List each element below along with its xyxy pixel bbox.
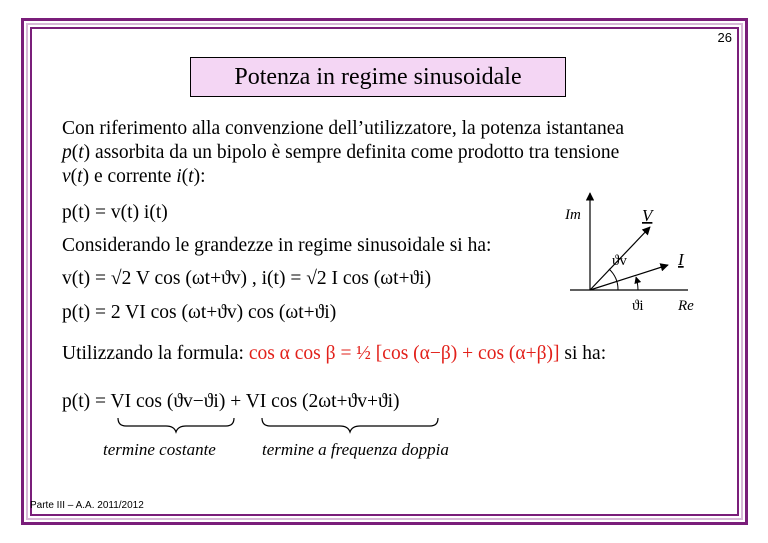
theta-v-arc bbox=[609, 269, 618, 290]
intro-line-1: Con riferimento alla convenzione dell’utilizzatore, la potenza istantanea bbox=[62, 118, 625, 139]
theta-i-arc bbox=[636, 277, 638, 290]
i-label: I bbox=[678, 250, 684, 269]
intro-line-2: p(t) assorbita da un bipolo è sempre definita come prodotto tra tensione bbox=[62, 142, 620, 163]
v-label: V bbox=[642, 206, 653, 225]
brace-constant-term bbox=[118, 418, 234, 432]
label-double-frequency-term: termine a frequenza doppia bbox=[262, 440, 449, 459]
phasor-diagram bbox=[560, 185, 710, 325]
re-label: Re bbox=[678, 298, 694, 314]
equation-instant-power: p(t) = 2 VI cos (ωt+ϑv) cos (ωt+ϑi) bbox=[62, 302, 337, 323]
equation-power-decomposed: p(t) = VI cos (ϑv−ϑi) + VI cos (2ωt+ϑv+ϑi) bbox=[62, 391, 400, 412]
label-constant-term: termine costante bbox=[103, 440, 216, 459]
footer: Parte III – A.A. 2011/2012 bbox=[30, 500, 144, 511]
theta-v-label: ϑv bbox=[612, 253, 627, 269]
im-label: Im bbox=[565, 207, 581, 223]
trig-identity-formula: cos α cos β = ½ [cos (α−β) + cos (α+β)] bbox=[248, 343, 560, 364]
considering-text: Considerando le grandezze in regime sinusoidale si ha: bbox=[62, 235, 492, 256]
equation-power-definition: p(t) = v(t) i(t) bbox=[62, 202, 168, 223]
formula-prefix: Utilizzando la formula: bbox=[62, 343, 244, 364]
slide-title-text: Potenza in regime sinusoidale bbox=[234, 63, 522, 90]
brace-double-frequency-term bbox=[262, 418, 438, 432]
formula-suffix: si ha: bbox=[564, 343, 607, 364]
page-number: 26 bbox=[717, 30, 732, 45]
equation-voltage-current: v(t) = √2 V cos (ωt+ϑv) , i(t) = √2 I cos (ωt+ϑi) bbox=[62, 268, 432, 289]
intro-line-3: v(t) e corrente i(t): bbox=[62, 166, 206, 187]
theta-i-label: ϑi bbox=[632, 298, 644, 314]
